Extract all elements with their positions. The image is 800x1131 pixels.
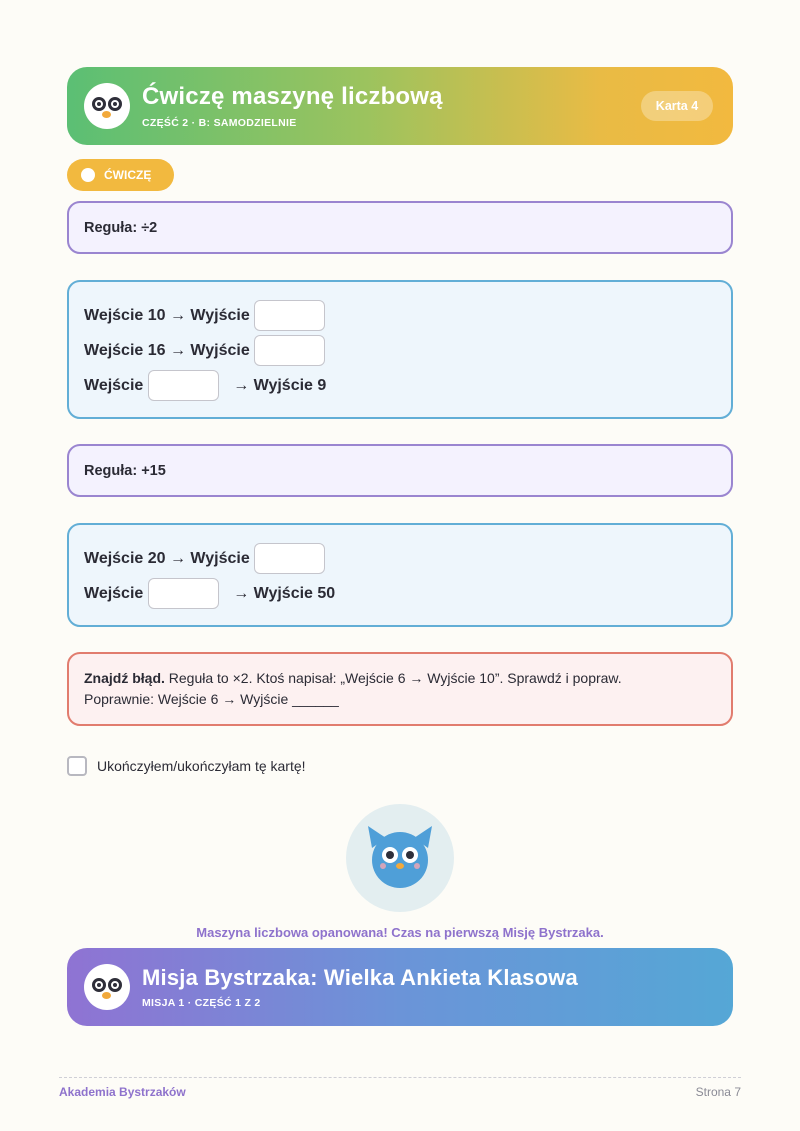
error-correction-line[interactable]: Poprawnie: Wejście 6 → Wyjście ______ (84, 691, 339, 707)
mission-banner (67, 948, 733, 1026)
exercise-prefix: Wejście (84, 376, 144, 394)
page-number: Strona 7 (695, 1085, 741, 1099)
mission-subtitle: MISJA 1 · CZĘŚĆ 1 Z 2 (142, 997, 261, 1009)
completion-checkbox-row[interactable] (67, 756, 306, 776)
exercise-prefix: Wejście 20 → Wyjście (84, 549, 250, 567)
exercise-line (84, 576, 731, 611)
error-lead: Znajdź błąd. (84, 670, 165, 686)
mascot-circle (346, 804, 454, 912)
mission-title: Misja Bystrzaka: Wielka Ankieta Klasowa (142, 965, 578, 990)
exercise-suffix: → Wyjście 9 (233, 376, 327, 394)
footer-divider (59, 1077, 741, 1078)
owl-avatar-icon (84, 964, 130, 1010)
exercise-prefix: Wejście 16 → Wyjście (84, 341, 250, 359)
exercise-suffix: → Wyjście 50 (233, 584, 336, 602)
answer-field[interactable] (254, 543, 325, 574)
blue-owl-icon (346, 804, 454, 912)
rule-text: Reguła: +15 (84, 462, 166, 479)
owl-avatar-icon (84, 83, 130, 129)
card-number-badge: Karta 4 (641, 91, 713, 121)
page-title: Ćwiczę maszynę liczbową (142, 83, 443, 110)
page-header (67, 67, 733, 145)
find-error-box (67, 652, 733, 726)
exercise-box-2 (67, 523, 733, 627)
answer-field[interactable] (254, 300, 325, 331)
exercise-line (84, 333, 731, 368)
exercise-line (84, 298, 731, 333)
completion-checkbox-label: Ukończyłem/ukończyłam tę kartę! (97, 758, 306, 774)
exercise-box-1 (67, 280, 733, 419)
mascot-caption: Maszyna liczbowa opanowana! Czas na pierwszą Misję Bystrzaka. (196, 925, 604, 940)
section-label-pill (67, 159, 174, 191)
footer-brand: Akademia Bystrzaków (59, 1085, 186, 1099)
exercise-line (84, 541, 731, 576)
rule-box-2 (67, 444, 733, 497)
answer-field[interactable] (148, 578, 219, 609)
exercise-line (84, 368, 731, 403)
exercise-prefix: Wejście (84, 584, 144, 602)
error-text: Reguła to ×2. Ktoś napisał: „Wejście 6 → Wyjście 10”. Sprawdź i popraw. (164, 670, 622, 686)
page-subtitle: CZĘŚĆ 2 · B: SAMODZIELNIE (142, 117, 297, 129)
answer-field[interactable] (148, 370, 219, 401)
answer-field[interactable] (254, 335, 325, 366)
dot-icon (81, 168, 95, 182)
exercise-prefix: Wejście 10 → Wyjście (84, 306, 250, 324)
completion-checkbox[interactable] (67, 756, 87, 776)
rule-box-1 (67, 201, 733, 254)
section-label: ĆWICZĘ (104, 168, 152, 182)
rule-text: Reguła: ÷2 (84, 219, 158, 236)
